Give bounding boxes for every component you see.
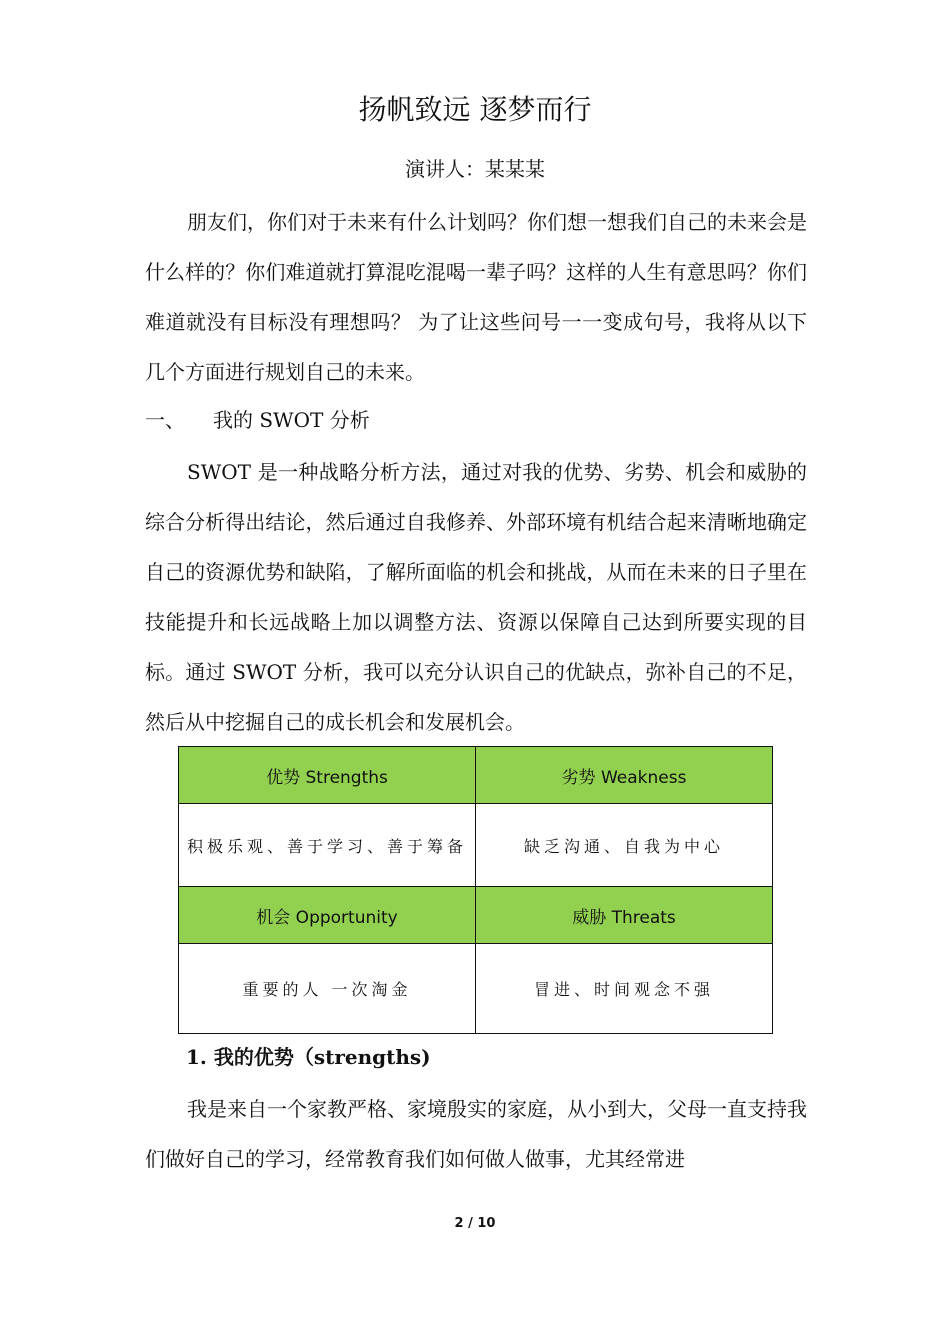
strengths-paragraph: 我是来自一个家教严格、家境殷实的家庭，从小到大，父母一直支持我们做好自己的学习，经常教育我们如何做人做事，尤其经常进 bbox=[145, 1097, 807, 1171]
threats-header-cell: 威胁 Threats bbox=[476, 887, 773, 944]
opportunity-header-cell: 机会 Opportunity bbox=[179, 887, 476, 944]
section-heading-swot bbox=[145, 402, 370, 438]
page-number: 2 / 10 bbox=[454, 1216, 496, 1231]
intro-paragraph: 朋友们，你们对于未来有什么计划吗？你们想一想我们自己的未来会是什么样的？你们难道就打算混吃混喝一辈子吗？这样的人生有意思吗？你们难道就没有目标没有理想吗？ 为了让这些问号一一变成句号，我将从以下几个方面进行规划自己的未来。 bbox=[145, 210, 807, 384]
swot-table bbox=[178, 746, 773, 1034]
weakness-body-cell: 缺乏沟通、自我为中心 bbox=[476, 804, 773, 887]
opportunity-body-cell: 重要的人 一次淘金 bbox=[179, 944, 476, 1034]
table-row bbox=[179, 804, 773, 887]
strengths-header-cell: 优势 Strengths bbox=[179, 747, 476, 804]
section-title: 我的 SWOT 分析 bbox=[213, 408, 370, 432]
swot-description-paragraph: SWOT 是一种战略分析方法，通过对我的优势、劣势、机会和威胁的综合分析得出结论，然后通过自我修养、外部环境有机结合起来清晰地确定自己的资源优势和缺陷，了解所面临的机会和挑战，从而在未来的日子里在技能提升和长远战略上加以调整方法、资源以保障自己达到所要实现的目标。通过 SWOT 分析，我可以充分认识自己的优缺点，弥补自己的不足，然后从中挖掘自己的成长机会和发展机会。 bbox=[145, 460, 807, 734]
strengths-body-cell: 积极乐观、善于学习、善于筹备 bbox=[179, 804, 476, 887]
speaker-line: 演讲人：某某某 bbox=[405, 157, 545, 181]
threats-body-cell: 冒进、时间观念不强 bbox=[476, 944, 773, 1034]
weakness-header-cell: 劣势 Weakness bbox=[476, 747, 773, 804]
page-title: 扬帆致远 逐梦而行 bbox=[358, 93, 592, 126]
section-number: 一、 bbox=[145, 408, 185, 432]
table-row bbox=[179, 944, 773, 1034]
subsection-heading-strengths: 1. 我的优势（strengths) bbox=[186, 1045, 431, 1069]
table-row bbox=[179, 887, 773, 944]
table-row bbox=[179, 747, 773, 804]
